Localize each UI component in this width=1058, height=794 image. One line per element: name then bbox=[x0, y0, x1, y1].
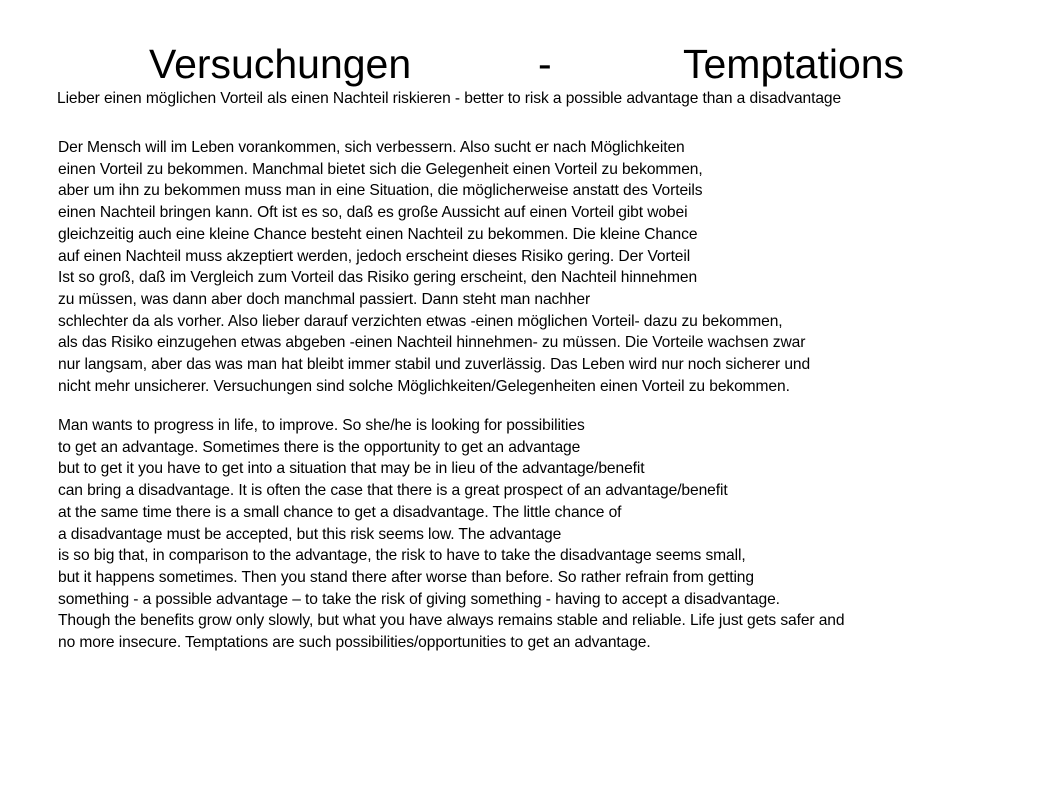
title-german: Versuchungen bbox=[149, 41, 412, 87]
text-line: zu müssen, was dann aber doch manchmal passiert. Dann steht man nachher bbox=[58, 290, 591, 308]
text-line: auf einen Nachteil muss akzeptiert werden, jedoch erscheint dieses Risiko gering. Der Vorteil bbox=[58, 247, 691, 265]
text-line: einen Vorteil zu bekommen. Manchmal bietet sich die Gelegenheit einen Vorteil zu bekommen, bbox=[58, 160, 703, 178]
text-line: schlechter da als vorher. Also lieber darauf verzichten etwas -einen möglichen Vorteil- dazu zu bekommen, bbox=[58, 312, 783, 330]
slide-title bbox=[0, 38, 1058, 90]
english-paragraph bbox=[58, 415, 844, 654]
slide-subtitle: Lieber einen möglichen Vorteil als einen Nachteil riskieren - better to risk a possible advantage than a disadvantage bbox=[57, 90, 842, 107]
text-line: nicht mehr unsicherer. Versuchungen sind solche Möglichkeiten/Gelegenheiten einen Vorteil zu bekommen. bbox=[58, 377, 790, 395]
text-line: Ist so groß, daß im Vergleich zum Vorteil das Risiko gering erscheint, den Nachteil hinnehmen bbox=[58, 269, 698, 287]
text-line: but it happens sometimes. Then you stand there after worse than before. So rather refrain from getting bbox=[58, 568, 754, 586]
text-line: einen Nachteil bringen kann. Oft ist es so, daß es große Aussicht auf einen Vorteil gibt wobei bbox=[58, 204, 688, 222]
text-line: but to get it you have to get into a situation that may be in lieu of the advantage/benefit bbox=[58, 460, 645, 478]
text-line: Though the benefits grow only slowly, but what you have always remains stable and reliable. Life just gets safer and bbox=[58, 612, 845, 630]
text-line: something - a possible advantage – to take the risk of giving something - having to accept a disadvantage. bbox=[58, 590, 780, 608]
text-line: at the same time there is a small chance to get a disadvantage. The little chance of bbox=[58, 503, 622, 521]
text-line: a disadvantage must be accepted, but this risk seems low. The advantage bbox=[58, 525, 562, 543]
title-english: Temptations bbox=[683, 41, 905, 87]
text-line: gleichzeitig auch eine kleine Chance besteht einen Nachteil zu bekommen. Die kleine Chance bbox=[58, 225, 698, 243]
text-line: is so big that, in comparison to the advantage, the risk to have to take the disadvantage seems small, bbox=[58, 547, 746, 565]
german-paragraph bbox=[58, 137, 810, 397]
text-line: Man wants to progress in life, to improve. So she/he is looking for possibilities bbox=[58, 417, 585, 434]
text-line: Der Mensch will im Leben vorankommen, sich verbessern. Also sucht er nach Möglichkeiten bbox=[58, 139, 685, 156]
text-line: can bring a disadvantage. It is often the case that there is a great prospect of an advantage/benefit bbox=[58, 482, 728, 500]
text-line: als das Risiko einzugehen etwas abgeben -einen Nachteil hinnehmen- zu müssen. Die Vorteile wachsen zwar bbox=[58, 334, 806, 352]
text-line: aber um ihn zu bekommen muss man in eine Situation, die möglicherweise anstatt des Vorteils bbox=[58, 182, 703, 200]
text-line: to get an advantage. Sometimes there is the opportunity to get an advantage bbox=[58, 438, 581, 456]
text-line: nur langsam, aber das was man hat bleibt immer stabil und zuverlässig. Das Leben wird nur noch sicherer und bbox=[58, 356, 811, 374]
title-separator: - bbox=[538, 41, 552, 87]
text-line: no more insecure. Temptations are such possibilities/opportunities to get an advantage. bbox=[58, 634, 651, 652]
